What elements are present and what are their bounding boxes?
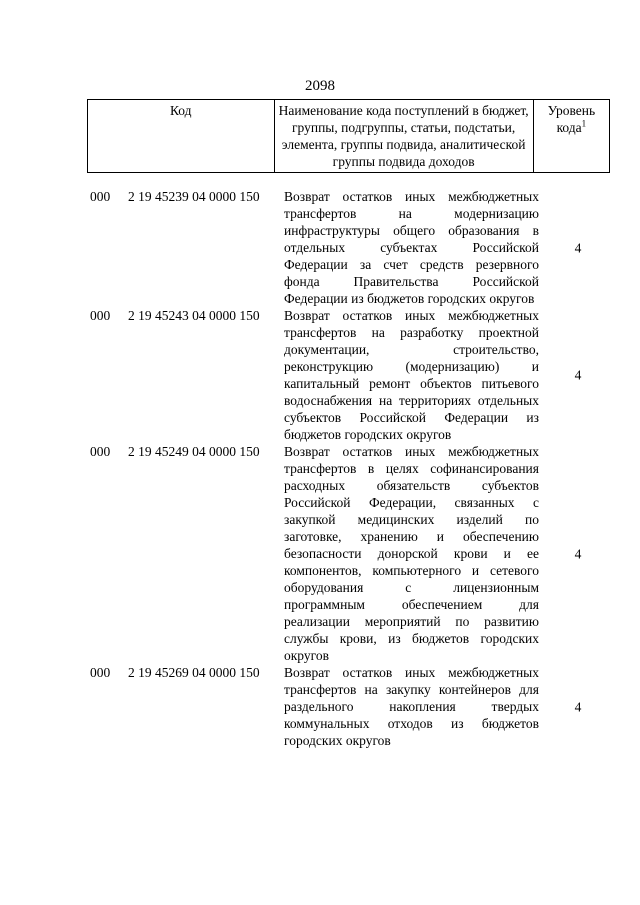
revenue-name: Возврат остатков иных межбюджетных трансфертов в целях софинансирования расходных обязательств субъектов Российской Федерации, связанных с закупкой медицинских изделий по заготовке, хранению и обеспечению безопасности донорской крови и ее компонентов, компьютерного и сетевого оборудования с лицензионным программным обеспечением для реализации мероприятий по развитию службы крови, из бюджетов городских округов [284,444,539,663]
revenue-name: Возврат остатков иных межбюджетных трансфертов на модернизацию инфраструктуры общего образования в отдельных субъектах Российской Федерации за счет средств резервного фонда Правительства Российской Федерации из бюджетов городских округов [284,189,539,306]
header-name: Наименование кода поступлений в бюджет, группы, подгруппы, статьи, подстатьи, элемента, группы подвида, аналитической группы подвида доходов [274,100,533,173]
admin-code: 000 [90,308,111,323]
header-code: Код [88,100,275,173]
revenue-code: 2 19 45243 04 0000 150 [128,308,260,323]
revenue-code: 2 19 45239 04 0000 150 [128,189,260,204]
table-row [0,664,640,749]
code-level: 4 [574,699,582,714]
table-body [0,188,640,749]
revenue-code: 2 19 45249 04 0000 150 [128,444,260,459]
table-header [87,99,610,173]
revenue-name: Возврат остатков иных межбюджетных трансфертов на закупку контейнеров для раздельного накопления твердых коммунальных отходов из бюджетов городских округов [284,665,539,748]
table-row [0,443,640,664]
code-level: 4 [574,367,582,383]
code-level: 4 [574,240,582,255]
header-level-label: Уровень кода [547,103,596,135]
table-row [0,188,640,307]
admin-code: 000 [90,189,111,204]
code-level: 4 [574,546,582,561]
page-number: 2098 [305,78,335,94]
header-level-footnote: 1 [581,118,587,129]
header-level [533,100,609,173]
admin-code: 000 [90,444,111,459]
admin-code: 000 [90,665,111,680]
revenue-name: Возврат остатков иных межбюджетных трансфертов на разработку проектной документации, строительство, реконструкцию (модернизацию) и капитальный ремонт объектов питьевого водоснабжения на территориях отдельных субъектов Российской Федерации из бюджетов городских округов [284,308,539,442]
revenue-code: 2 19 45269 04 0000 150 [128,665,260,680]
table-row [0,307,640,443]
